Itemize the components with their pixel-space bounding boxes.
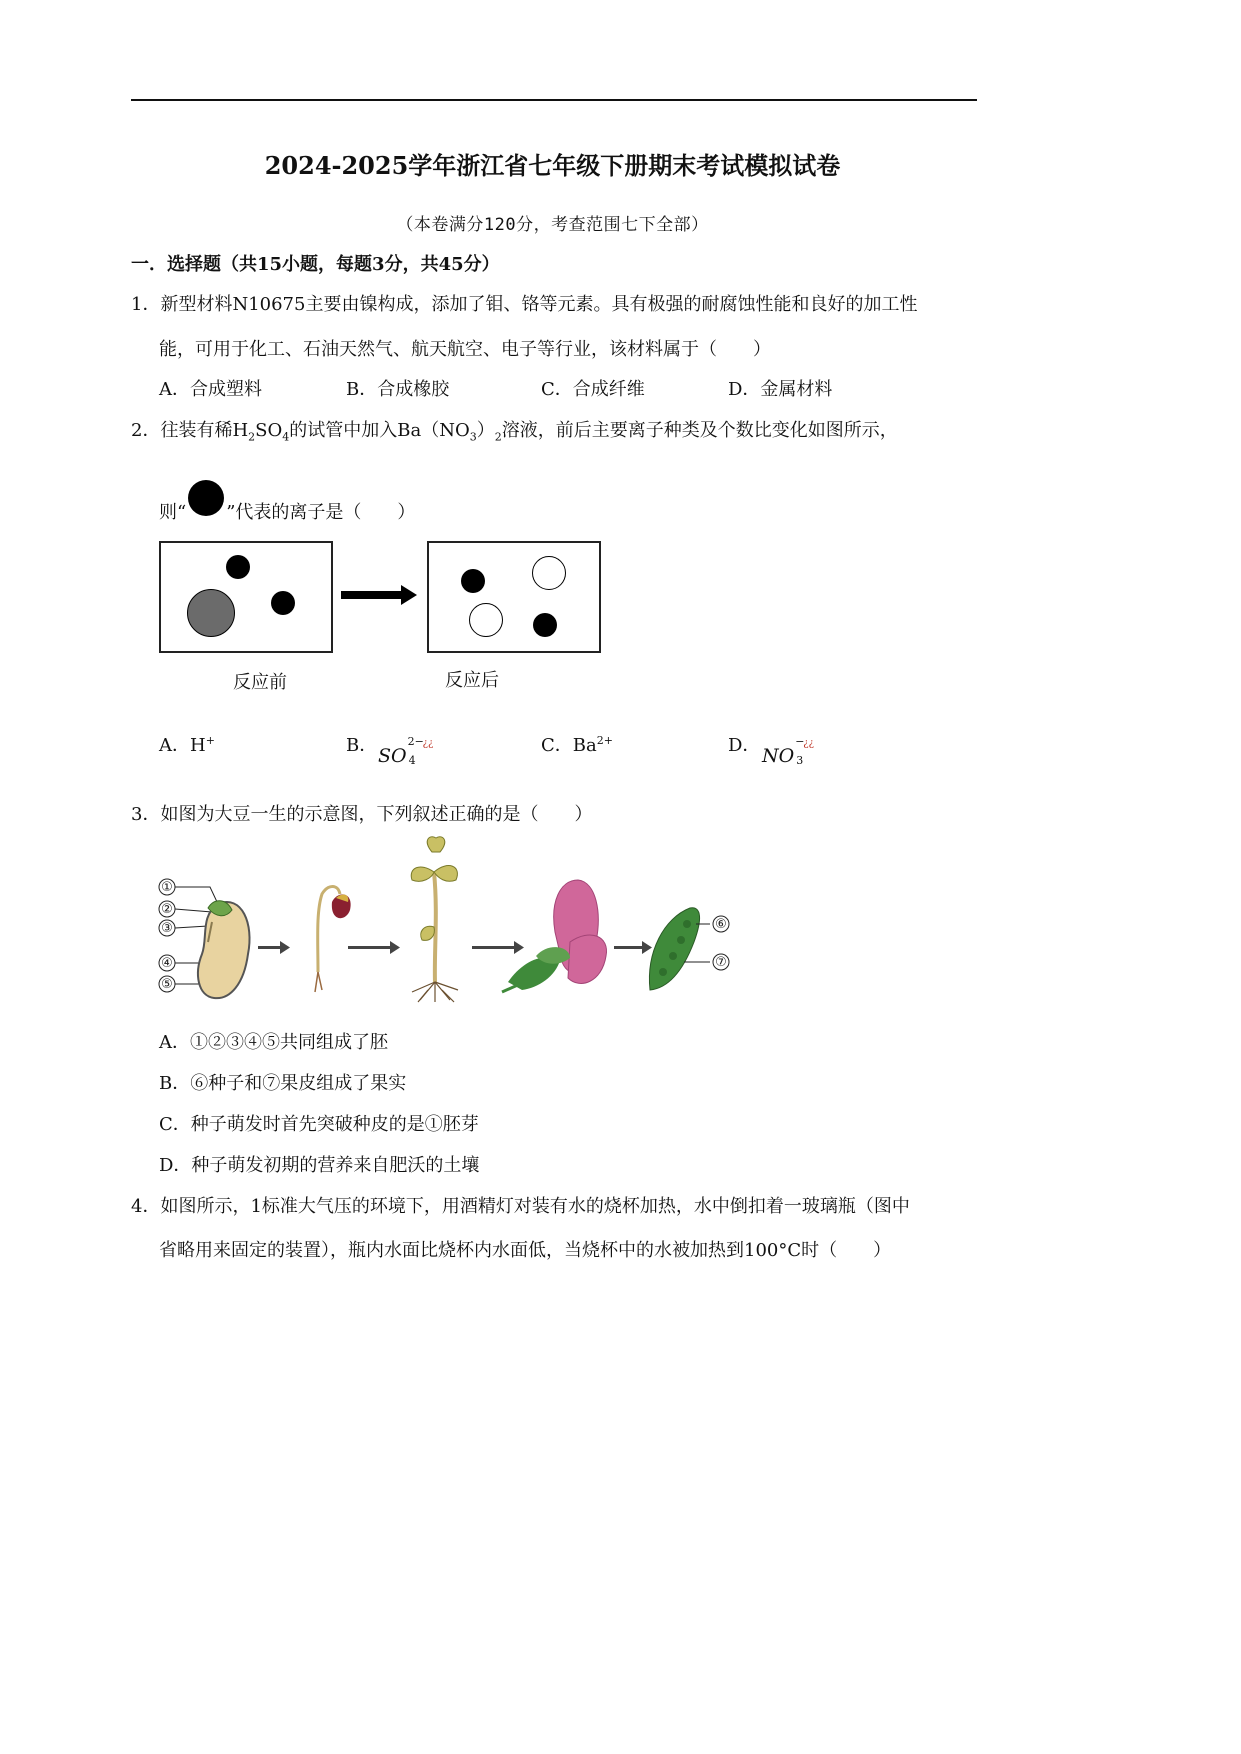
white-ion-icon [532,556,566,590]
black-ion-icon [226,555,250,579]
q2-stem-line1: 2．往装有稀$H_2SO_4$的试管中加入$Ba(NO_3)_2$溶液，前后主要离子种类及个数比变化如图所示， [131,420,898,444]
q2-stem-line2: 则“ ”代表的离子是（ ） [159,490,415,526]
q3-option-d: D．种子萌发初期的营养来自肥沃的土壤 [159,1155,480,1176]
page-title: 2024-2025学年浙江省七年级下册期末考试模拟试卷 [264,151,841,180]
q2-option-d: D． [728,735,761,756]
caption-after: 反应后 [445,670,499,691]
soybean-lifecycle-figure [150,832,740,1004]
section-heading: 一．选择题（共15小题，每题3分，共45分） [131,254,500,275]
label-5: ⑤ [161,977,173,992]
white-ion-icon [469,603,503,637]
q1-stem-line2: 能，可用于化工、石油天然气、航天航空、电子等行业，该材料属于（ ） [159,339,771,360]
gray-ion-icon [187,589,235,637]
page-subtitle: （本卷满分120分，考查范围七下全部） [396,215,709,235]
ion-symbol-icon [188,480,224,516]
label-6: ⑥ [715,917,727,932]
q3-option-a: A．①②③④⑤共同组成了胚 [159,1032,388,1053]
q4-stem-line2: 省略用来固定的装置），瓶内水面比烧杯内水面低，当烧杯中的水被加热到100°C时（ ） [159,1240,892,1261]
q3-option-c: C．种子萌发时首先突破种皮的是①胚芽 [159,1114,479,1135]
label-1: ① [161,880,173,895]
black-ion-icon [461,569,485,593]
label-7: ⑦ [715,955,727,970]
q2-option-d-formula: NO − ¿¿ 3 [762,735,814,767]
reaction-after-box [427,541,601,653]
black-ion-icon [271,591,295,615]
black-ion-icon [533,613,557,637]
q1-option-b: B．合成橡胶 [346,379,450,400]
q3-stem: 3．如图为大豆一生的示意图，下列叙述正确的是（ ） [131,804,593,825]
q3-option-b: B．⑥种子和⑦果皮组成了果实 [159,1073,407,1094]
seed-icon [198,901,250,998]
q2-option-b-formula: SO 2− ¿¿ 4 [378,735,434,767]
young-plant-icon [411,837,458,1002]
label-4: ④ [161,956,173,971]
q1-option-c: C．合成纤维 [541,379,645,400]
q2-option-b: B． [346,735,378,756]
q1-option-a: A．合成塑料 [159,379,262,400]
q2-option-a: A．H+ [159,734,215,756]
q1-stem-line1: 1．新型材料N10675主要由镍构成，添加了钼、铬等元素。具有极强的耐腐蚀性能和良好的加工性 [131,294,918,315]
flower-icon [502,880,607,992]
reaction-arrow-icon [341,584,419,608]
header-rule [131,99,977,101]
label-3: ③ [161,921,173,936]
label-2: ② [161,902,173,917]
seedling-icon [315,887,351,993]
q4-stem-line1: 4．如图所示，1标准大气压的环境下，用酒精灯对装有水的烧杯加热，水中倒扣着一玻璃瓶（图中 [131,1196,910,1217]
q1-option-d: D．金属材料 [728,379,833,400]
q2-option-c: C．$Ba^{2+}$ [541,734,613,756]
reaction-before-box [159,541,333,653]
caption-before: 反应前 [233,672,287,693]
